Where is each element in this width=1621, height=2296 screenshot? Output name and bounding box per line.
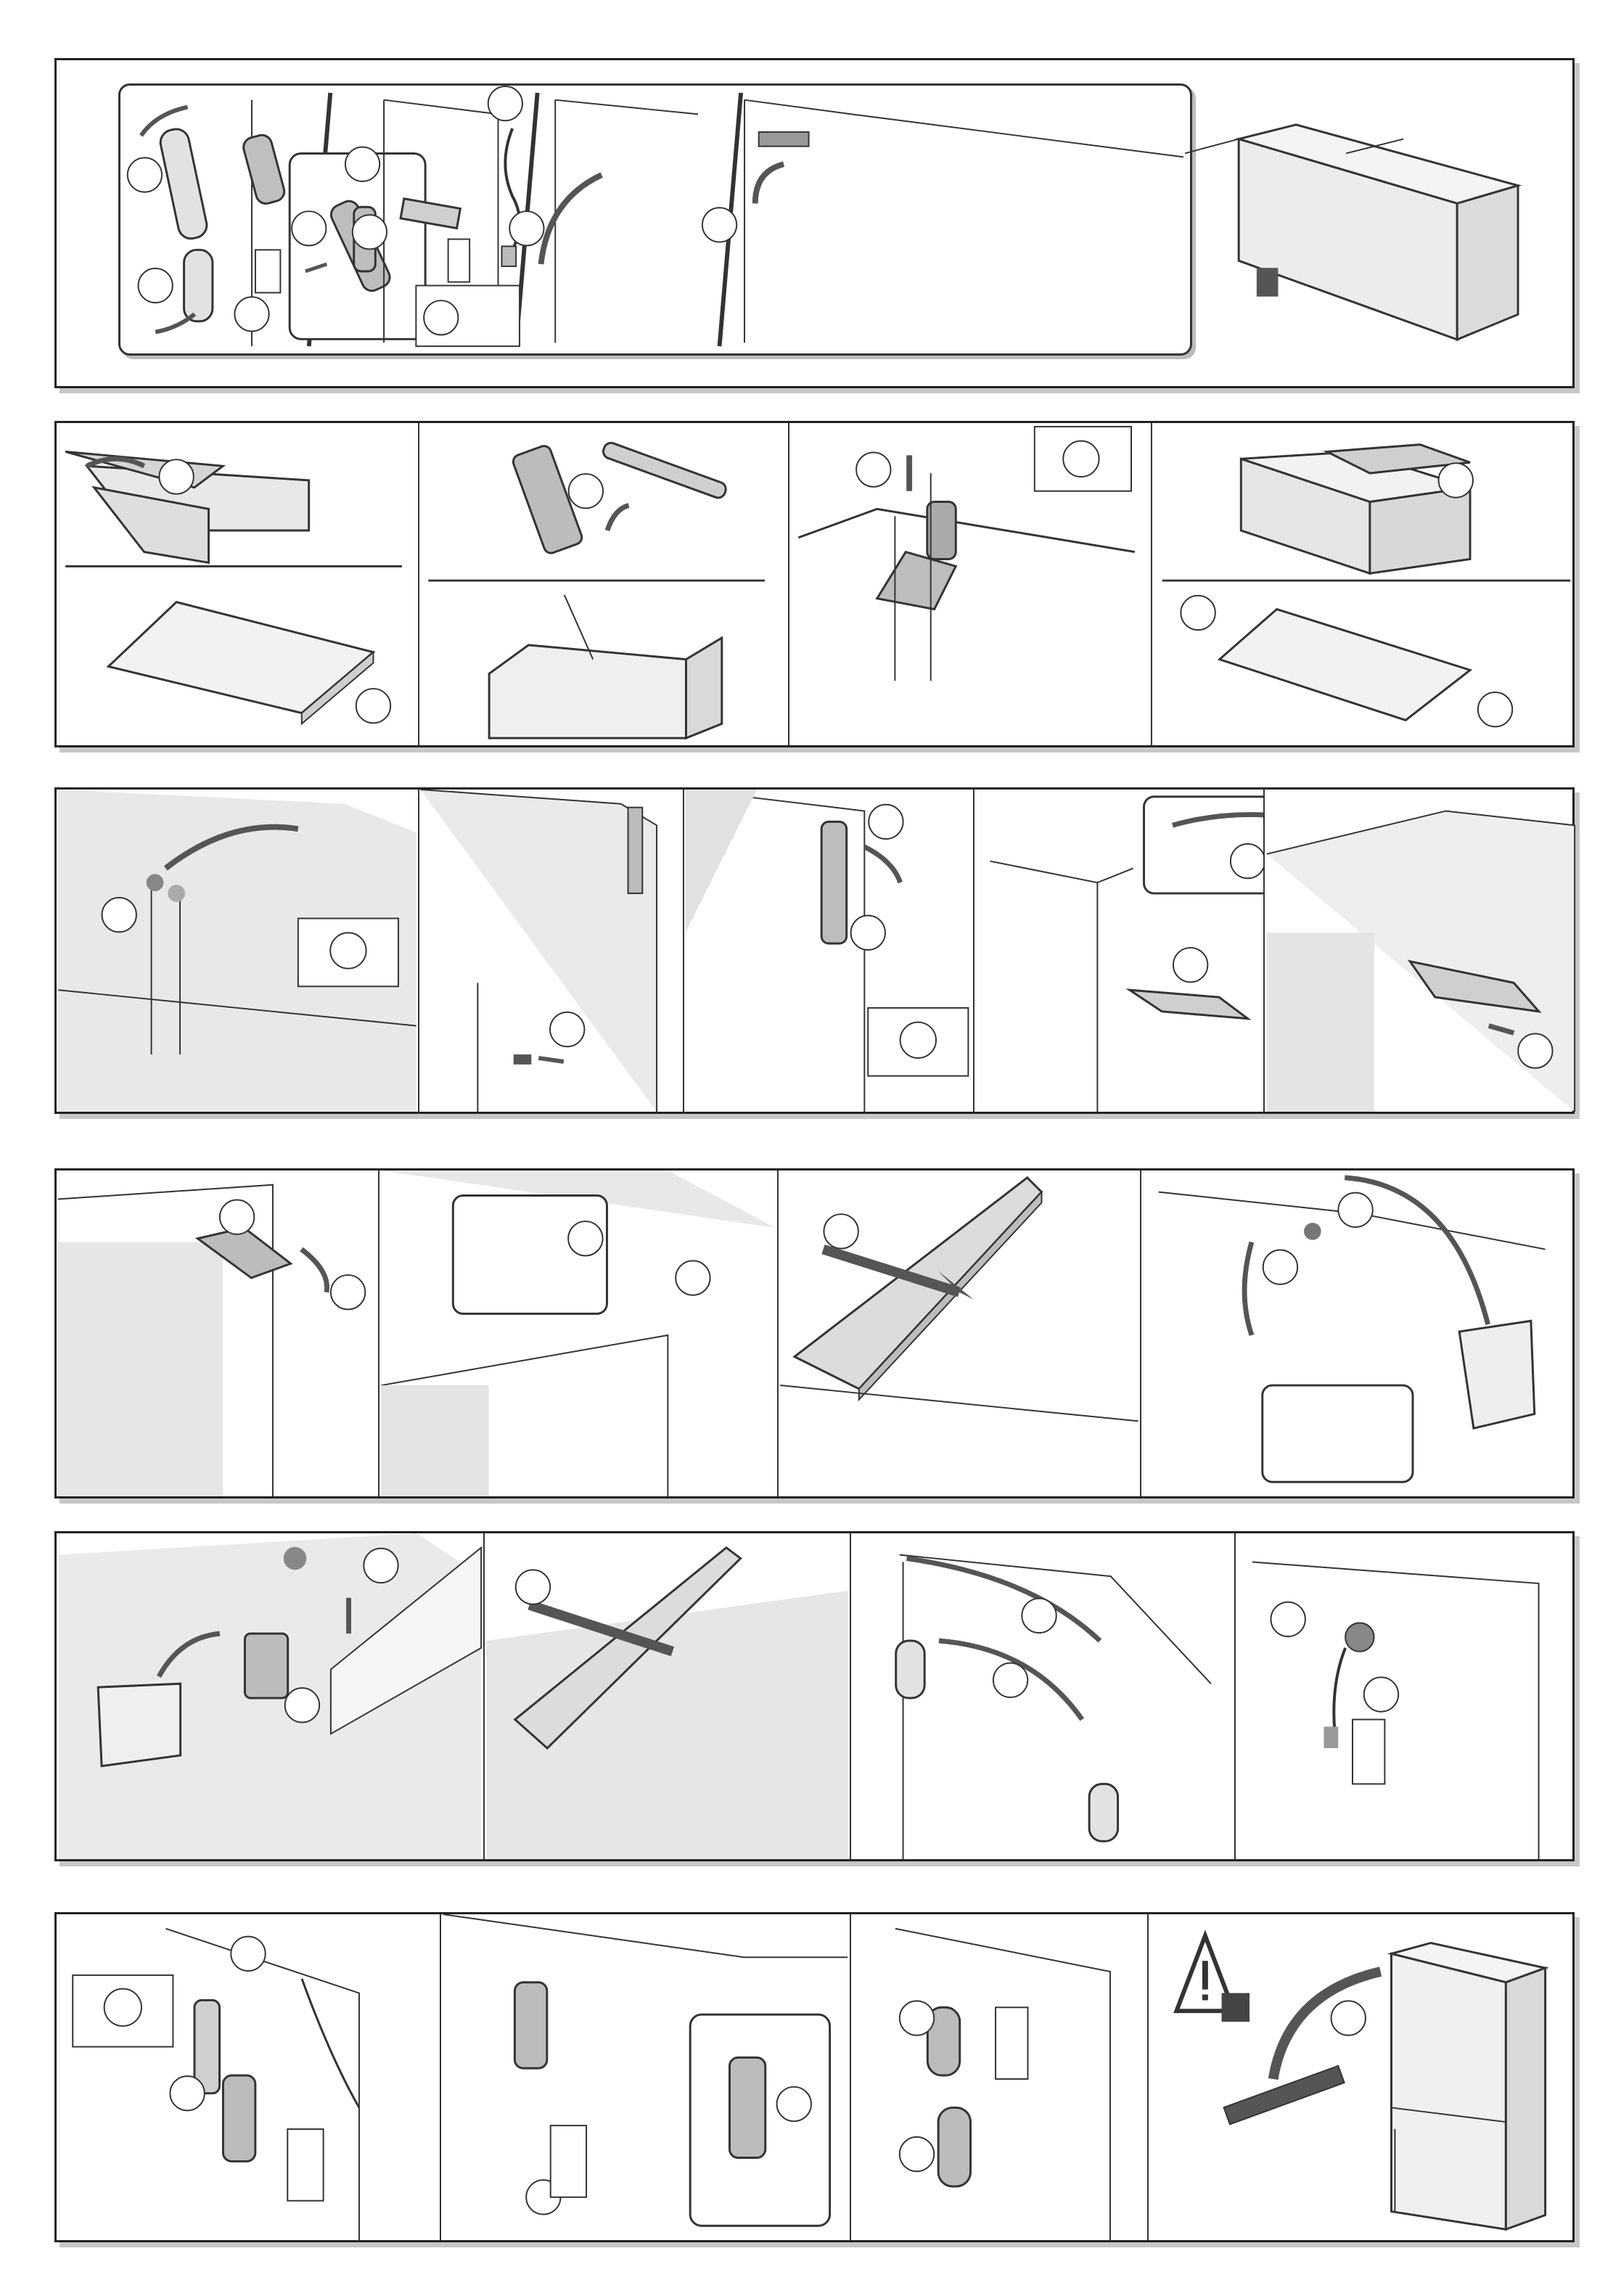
step-marker: [900, 2001, 934, 2035]
step-marker: [777, 2087, 811, 2121]
step-marker: [509, 211, 543, 245]
panel-refit-caps: [851, 1914, 1149, 2240]
step-marker: [993, 1663, 1027, 1697]
step-marker: [1331, 2001, 1366, 2035]
step-marker: [851, 916, 885, 950]
parts-bag-icon: [1459, 1321, 1535, 1428]
step-marker: [159, 459, 193, 493]
step-marker: [824, 1214, 858, 1248]
screw-head-icon: [900, 1022, 936, 1058]
step-marker: [1181, 596, 1215, 630]
disassembly-callout: [118, 83, 1192, 356]
step-marker: [345, 147, 379, 181]
step-row-4: [54, 1168, 1575, 1498]
panel-fit-bracket: [684, 790, 974, 1112]
step-marker: [292, 211, 326, 245]
step-marker: [231, 1937, 265, 1971]
panel-stand-upright: [1149, 1914, 1577, 2240]
step-marker: [702, 208, 736, 242]
panel-insert-screw: [419, 790, 684, 1112]
step-marker: [220, 1200, 254, 1234]
step-marker: [1263, 1250, 1297, 1284]
panel-swap-bracket: [974, 790, 1265, 1112]
step-row-1: [54, 58, 1575, 388]
panel-lift-hinge: [789, 423, 1152, 745]
step-marker: [102, 898, 136, 932]
panel-hinge-pin: [1141, 1170, 1577, 1496]
step-marker: [1364, 1677, 1398, 1711]
panel-attach-cover: [441, 1914, 851, 2240]
step-row-6: [54, 1912, 1575, 2242]
step-marker: [1439, 463, 1473, 497]
step-row-3: [54, 787, 1575, 1114]
panel-move-covers: [851, 1533, 1236, 1859]
panel-unscrew-hinge: [419, 423, 789, 745]
step-marker: [1271, 1602, 1305, 1636]
step-marker: [234, 297, 268, 331]
step-marker: [900, 2137, 934, 2171]
step-marker: [1231, 844, 1263, 878]
panel-fit-door-upper: [485, 1533, 851, 1859]
panel-refit-hinge-cover: [57, 1914, 441, 2240]
panel-rotate-hinge: [57, 1170, 379, 1496]
step-marker: [139, 268, 173, 303]
step-marker: [356, 689, 390, 723]
step-marker: [856, 452, 890, 486]
step-marker: [170, 2076, 204, 2110]
disassembly-sequence: [120, 86, 1190, 353]
panel-fit-door-lower: [779, 1170, 1141, 1496]
step-marker: [488, 86, 522, 120]
screw-head-icon: [424, 300, 458, 335]
step-marker: [353, 215, 387, 249]
step-marker: [869, 805, 903, 839]
screw-head-icon: [330, 932, 366, 968]
step-marker: [676, 1260, 710, 1295]
panel-fix-hinge: [57, 1533, 485, 1859]
panel-move-plugs: [57, 790, 419, 1112]
panel-refit-lid: [1152, 423, 1577, 745]
screw-head-icon: [104, 1989, 141, 2026]
screwdriver-icon: [602, 441, 728, 500]
step-marker: [1173, 948, 1207, 982]
parts-bag-icon: [98, 1684, 180, 1766]
step-row-5: [54, 1531, 1575, 1861]
screw-head-icon: [1063, 441, 1099, 477]
panel-route-cable: [1236, 1533, 1577, 1859]
step-marker: [550, 1012, 584, 1046]
step-row-2: [54, 421, 1575, 747]
step-marker: [331, 1275, 365, 1309]
step-marker: [364, 1549, 398, 1583]
step-marker: [1022, 1599, 1056, 1633]
step-marker: [128, 157, 162, 192]
warning-weight-icon: [1176, 1936, 1248, 2022]
step-marker: [1338, 1193, 1372, 1227]
step-marker: [569, 474, 603, 508]
panel-mount-bracket: [1265, 790, 1577, 1112]
step-marker: [1518, 1033, 1552, 1067]
step-marker: [516, 1570, 550, 1604]
step-marker: [285, 1688, 319, 1722]
panel-remove-lid: [57, 423, 419, 745]
step-marker: [1478, 692, 1512, 726]
panel-cover-screws: [379, 1170, 779, 1496]
step-marker: [568, 1221, 602, 1255]
